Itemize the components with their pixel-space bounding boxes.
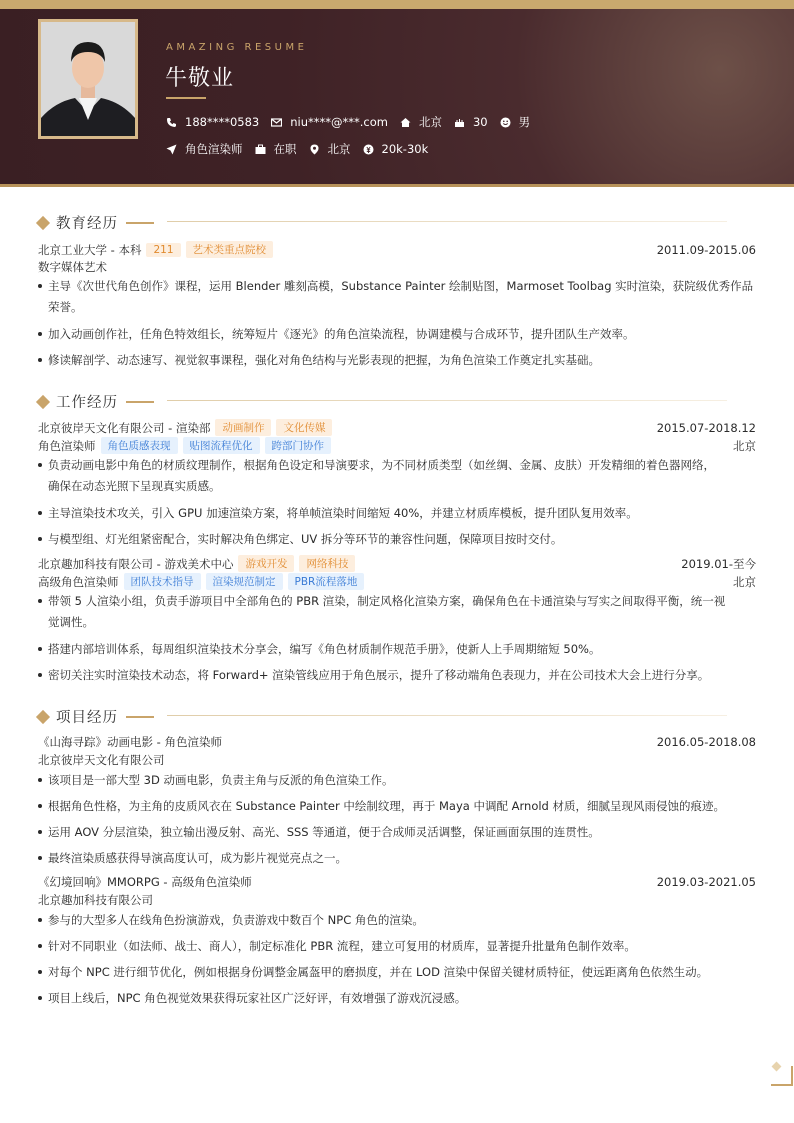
project-company-text: 北京趣加科技有限公司 (38, 893, 153, 907)
list-item: 根据角色性格，为主角的皮质风衣在 Substance Painter 中绘制纹理，再于 Maya 中调配 Arnold 材质，细腻呈现风雨侵蚀的痕迹。 (38, 796, 756, 817)
project-company (38, 892, 756, 908)
major (38, 259, 756, 275)
section-divider (167, 400, 727, 401)
list-item (38, 591, 756, 633)
major-text: 数字媒体艺术 (38, 260, 107, 274)
title-dash (126, 716, 154, 718)
list-item: 针对不同职业（如法师、战士、商人），制定标准化 PBR 流程，建立可复用的材质库，显著提升批量角色制作效率。 (38, 936, 756, 957)
job-role (38, 573, 756, 590)
list-item: 修读解剖学、动态速写、视觉叙事课程，强化对角色结构与光影表现的把握，为角色渲染工作奠定扎实基础。 (38, 350, 756, 371)
phone-icon (166, 117, 177, 128)
resume-tagline: AMAZING RESUME (166, 42, 308, 53)
education-header (38, 241, 756, 258)
company-tag: 动画制作 (215, 419, 271, 436)
role-tag: PBR流程落地 (288, 573, 365, 590)
list-item: 该项目是一部大型 3D 动画电影，负责主角与反派的角色渲染工作。 (38, 770, 756, 791)
target-city-item (309, 141, 351, 157)
job-intent-row (166, 141, 440, 157)
company-name: 北京彼岸天文化有限公司 - 渲染部 (38, 420, 211, 435)
send-icon (166, 144, 177, 155)
list-item (38, 455, 756, 497)
project-period: 2019.03-2021.05 (656, 875, 756, 889)
section-title-work (34, 391, 154, 412)
diamond-icon (36, 709, 50, 723)
list-item-text: 荣誉。 (48, 300, 83, 314)
briefcase-icon (255, 144, 266, 155)
list-item (38, 276, 756, 318)
section-title-education (34, 212, 154, 233)
role-tag: 渲染规范制定 (206, 573, 283, 590)
status-item (255, 141, 297, 157)
list-item: 与模型组、灯光组紧密配合，实时解决角色绑定、UV 拆分等环节的兼容性问题，保障项目按时交付。 (38, 529, 756, 550)
candidate-name: 牛敬业 (165, 66, 235, 91)
diamond-icon (36, 215, 50, 229)
list-item: 加入动画创作社，任角色特效组长，统筹短片《逐光》的角色渲染流程，协调建模与合成环节，提升团队生产效率。 (38, 324, 756, 345)
contact-row (166, 114, 542, 130)
school-name: 北京工业大学 - 本科 (38, 242, 142, 257)
role-tag: 角色质感表现 (101, 437, 178, 454)
role-tag: 团队技术指导 (124, 573, 201, 590)
section-divider (167, 221, 727, 222)
role-name: 高级角色渲染师 (38, 574, 119, 589)
list-item: 主导渲染技术攻关，引入 GPU 加速渲染方案，将单帧渲染时间缩短 40%，并建立材质库模板，提升团队复用效率。 (38, 503, 756, 524)
location-pin-icon (309, 144, 320, 155)
name-underline (166, 97, 206, 99)
gender-text: 男 (518, 115, 531, 129)
project-period: 2016.05-2018.08 (656, 735, 756, 749)
project-header (38, 734, 756, 750)
job-role (38, 437, 756, 454)
city-text: 北京 (418, 115, 442, 129)
target-city-text: 北京 (327, 142, 351, 156)
project-name: 《山海寻踪》动画电影 - 角色渲染师 (38, 735, 222, 749)
list-item-text: 确保在动态光照下呈现真实质感。 (48, 479, 221, 493)
list-item-text: 带领 5 人渲染小组，负责手游项目中全部角色的 PBR 渲染，制定风格化渲染方案，确保角色在卡通渲染与写实之间取得平衡，统一视 (48, 594, 726, 608)
job-period: 2019.01-至今 (681, 556, 756, 571)
section-divider (167, 715, 727, 716)
position-text: 角色渲染师 (185, 142, 243, 156)
money-icon (363, 144, 374, 155)
smile-icon (500, 117, 511, 128)
top-accent-bar (0, 0, 794, 9)
role-tag: 跨部门协作 (265, 437, 332, 454)
role-tag: 贴图流程优化 (183, 437, 260, 454)
job-period: 2015.07-2018.12 (656, 420, 756, 435)
header-divider (0, 184, 794, 187)
job-header (38, 555, 756, 572)
section-title-text: 教育经历 (56, 216, 118, 232)
job-location: 北京 (733, 574, 756, 589)
list-item: 密切关注实时渲染技术动态，将 Forward+ 渲染管线应用于角色展示，提升了移动端角色表现力，并在公司技术大会上进行分享。 (38, 665, 756, 686)
project-company-text: 北京彼岸天文化有限公司 (38, 753, 165, 767)
company-tag: 游戏开发 (238, 555, 294, 572)
list-item-text: 负责动画电影中角色的材质纹理制作，根据角色设定和导演要求，为不同材质类型（如丝绸、金属、皮肤）开发精细的着色器网络， (48, 458, 715, 472)
position-item (166, 141, 243, 157)
salary-item (363, 142, 429, 156)
school-tag: 211 (146, 243, 180, 257)
phone-text: 188****0583 (185, 115, 260, 129)
list-item: 项目上线后，NPC 角色视觉效果获得玩家社区广泛好评，有效增强了游戏沉浸感。 (38, 988, 756, 1009)
list-item: 搭建内部培训体系，每周组织渲染技术分享会，编写《角色材质制作规范手册》，使新人上手周期缩短 50%。 (38, 639, 756, 660)
profile-photo (38, 19, 138, 139)
list-item: 最终渲染质感获得导演高度认可，成为影片视觉亮点之一。 (38, 848, 756, 869)
age-item (454, 115, 488, 129)
gender-item (500, 114, 531, 130)
salary-text: 20k-30k (381, 142, 429, 156)
home-icon (400, 117, 411, 128)
title-dash (126, 401, 154, 403)
section-title-text: 项目经历 (56, 710, 118, 726)
city-item (400, 114, 442, 130)
job-location: 北京 (733, 438, 756, 453)
company-name: 北京趣加科技有限公司 - 游戏美术中心 (38, 556, 234, 571)
list-item: 参与的大型多人在线角色扮演游戏，负责游戏中数百个 NPC 角色的渲染。 (38, 910, 756, 931)
title-dash (126, 222, 154, 224)
project-company (38, 752, 756, 768)
education-period: 2011.09-2015.06 (656, 242, 756, 257)
list-item: 对每个 NPC 进行细节优化，例如根据身份调整金属盔甲的磨损度，并在 LOD 渲染中保留关键材质特征，使远距离角色依然生动。 (38, 962, 756, 983)
section-title-projects (34, 706, 154, 727)
status-text: 在职 (273, 142, 297, 156)
corner-decoration (771, 1084, 793, 1086)
corner-decoration (791, 1066, 793, 1085)
email-item (271, 115, 388, 129)
cake-icon (454, 117, 465, 128)
job-header (38, 419, 756, 436)
section-title-text: 工作经历 (56, 395, 118, 411)
list-item-text: 觉调性。 (48, 615, 94, 629)
company-tag: 网络科技 (299, 555, 355, 572)
phone-item (166, 115, 259, 129)
school-tag: 艺术类重点院校 (186, 241, 274, 258)
role-name: 角色渲染师 (38, 438, 96, 453)
company-tag: 文化传媒 (276, 419, 332, 436)
email-text: niu****@***.com (290, 115, 388, 129)
age-text: 30 (472, 115, 488, 129)
diamond-icon (36, 394, 50, 408)
project-name: 《幻境回响》MMORPG - 高级角色渲染师 (38, 875, 252, 889)
mail-icon (271, 117, 282, 128)
project-header (38, 874, 756, 890)
list-item-text: 主导《次世代角色创作》课程，运用 Blender 雕刻高模，Substance Painter 绘制贴图，Marmoset Toolbag 实时渲染，获院级优秀作品 (48, 279, 754, 293)
list-item: 运用 AOV 分层渲染，独立输出漫反射、高光、SSS 等通道，便于合成师灵活调整，保证画面氛围的连贯性。 (38, 822, 756, 843)
corner-diamond-icon (772, 1062, 782, 1072)
